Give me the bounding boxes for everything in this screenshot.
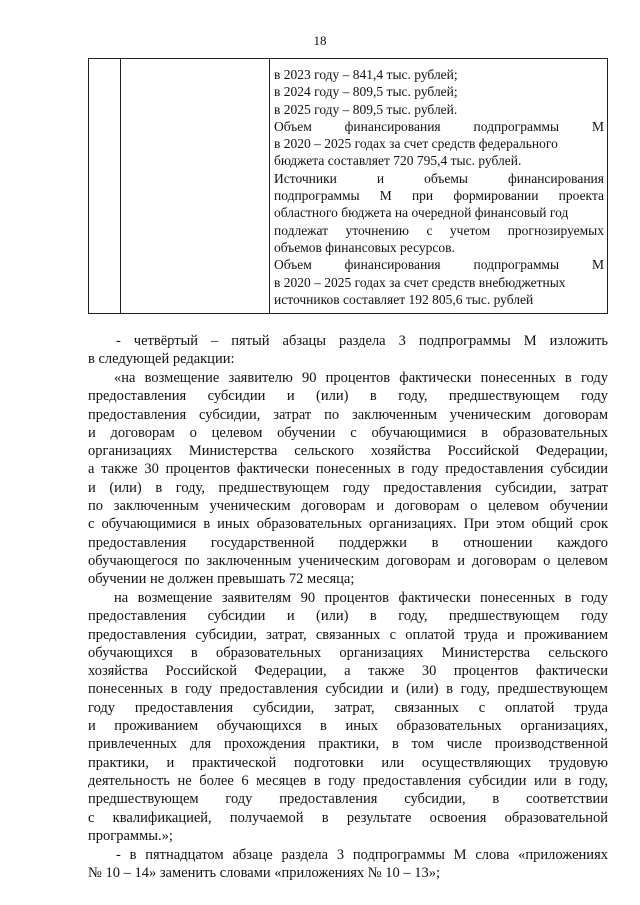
text-line: и проживанием обучающихся в иных образовательных организациях, xyxy=(88,718,608,735)
paragraph-subsidy-contracts xyxy=(88,369,608,589)
cell-line: в 2020 – 2025 годах за счет средств федерального xyxy=(274,136,558,152)
table-cell-empty-1 xyxy=(89,59,121,314)
cell-line: объемов финансовых ресурсов. xyxy=(274,239,455,255)
cell-line: в 2025 году – 809,5 тыс. рублей. xyxy=(274,101,458,117)
text-line: предоставления субсидии, затрат по заключенным ученическим договорам xyxy=(88,406,608,423)
text-line: предоставления субсидии и (или) в году, предшествующем году xyxy=(88,388,608,405)
cell-line: в 2024 году – 809,5 тыс. рублей; xyxy=(274,84,458,100)
text-line: году предоставления субсидии, затрат, связанных с оплатой труда xyxy=(88,699,608,716)
cell-line: Источники и объемы финансирования xyxy=(274,170,604,186)
text-line: хозяйства Российской Федерации, а также 30 процентов фактически xyxy=(88,663,608,680)
text-line: № 10 – 14» заменить словами «приложениях № 10 – 13»; xyxy=(88,865,440,882)
text-line: предшествующем году предоставления субсидии, в соответствии xyxy=(88,791,608,808)
text-line: программы.»; xyxy=(88,827,173,844)
text-line: и договорам о целевом обучении с обучающимися в образовательных xyxy=(88,424,608,441)
table-cell-empty-2 xyxy=(121,59,270,314)
table-row xyxy=(89,59,608,314)
cell-line: в 2023 году – 841,4 тыс. рублей; xyxy=(274,67,458,82)
text-line: по заключенным ученическим договорам и договорам о целевом обучении xyxy=(88,498,608,515)
text-line: - четвёртый – пятый абзацы раздела 3 подпрограммы М изложить xyxy=(116,333,608,349)
text-line: предоставления субсидии, затрат, связанных с оплатой труда и проживанием xyxy=(88,626,608,643)
cell-line: Объем финансирования подпрограммы М xyxy=(274,118,604,134)
cell-line: в 2020 – 2025 годах за счет средств внебюджетных xyxy=(274,274,566,290)
table-cell-financing-text xyxy=(270,59,608,314)
text-line: а также 30 процентов фактически понесенных в году предоставления субсидии xyxy=(88,461,608,478)
paragraph-amendment-intro xyxy=(88,332,608,369)
text-line: с обучающимися в иных образовательных организациях. При этом общий срок xyxy=(88,516,608,533)
page-number: 18 xyxy=(313,33,327,48)
text-line: организациях Министерства сельского хозяйства Российской Федерации, xyxy=(88,443,608,460)
cell-line: подлежат уточнению с учетом прогнозируемых xyxy=(274,222,604,238)
paragraph-appendix-replacement xyxy=(88,846,608,883)
text-line: - в пятнадцатом абзаце раздела 3 подпрограммы М слова «приложениях xyxy=(116,847,608,863)
cell-line: бюджета составляет 720 795,4 тыс. рублей. xyxy=(274,153,522,169)
financing-table xyxy=(88,58,608,314)
paragraph-subsidy-wages xyxy=(88,589,608,845)
text-line: практики, и практической подготовки или осуществляющих трудовую xyxy=(88,754,608,771)
text-line: «на возмещение заявителю 90 процентов фактически понесенных в году xyxy=(114,370,608,386)
text-line: и (или) в году, предшествующем году предоставления субсидии, затрат xyxy=(88,479,608,496)
cell-line: областного бюджета на очередной финансовый год xyxy=(274,205,569,221)
text-line: предоставления субсидии и (или) в году, предшествующем году xyxy=(88,608,608,625)
text-line: обучающихся в образовательных организациях Министерства сельского xyxy=(88,644,608,661)
cell-line: Объем финансирования подпрограммы М xyxy=(274,257,604,273)
cell-line: источников составляет 192 805,6 тыс. рублей xyxy=(274,291,534,307)
text-line: с квалификацией, получаемой в результате освоения образовательной xyxy=(88,809,608,826)
text-line: в следующей редакции: xyxy=(88,351,235,368)
cell-line: подпрограммы М при формировании проекта xyxy=(274,188,604,204)
text-line: на возмещение заявителям 90 процентов фактически понесенных в году xyxy=(114,590,608,606)
text-line: деятельность не более 6 месяцев в году предоставления субсидии или в году, xyxy=(88,772,608,789)
text-line: привлеченных для прохождения практики, в том числе производственной xyxy=(88,736,608,753)
text-line: обучении не должен превышать 72 месяца; xyxy=(88,571,355,588)
text-line: обучающегося по заключенным ученическим договорам и договорам о целевом xyxy=(88,552,608,569)
text-line: предоставления государственной поддержки в отношении каждого xyxy=(88,534,608,551)
text-line: понесенных в году предоставления субсидии и (или) в году, предшествующем xyxy=(88,681,608,698)
